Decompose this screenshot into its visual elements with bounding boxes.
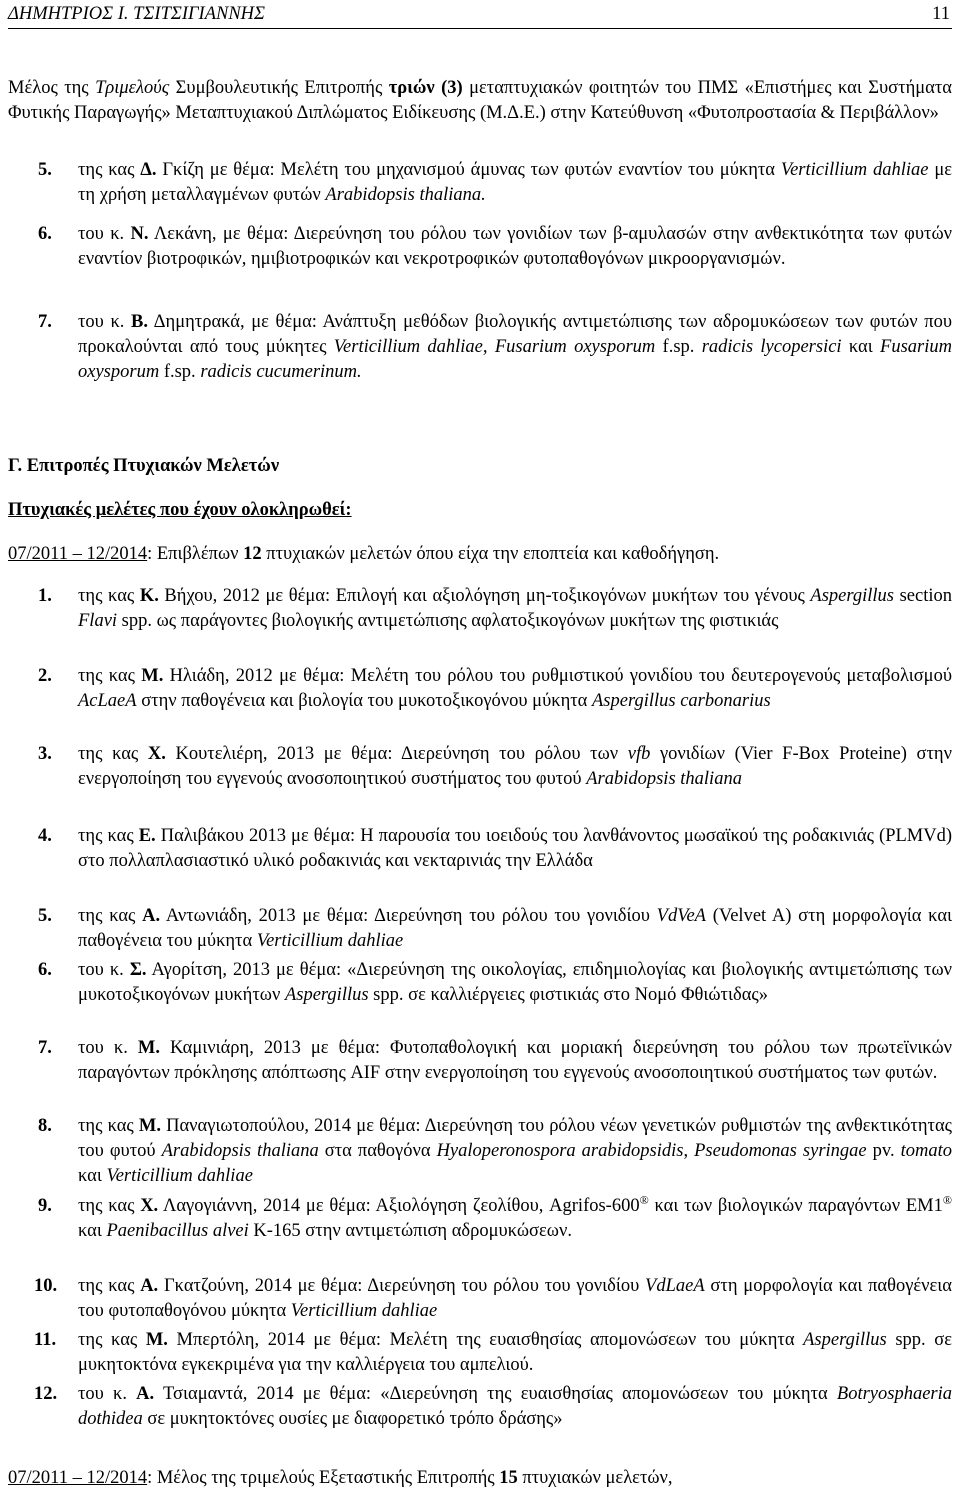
period-line: 07/2011 – 12/2014: Επιβλέπων 12 πτυχιακών μελετών όπου είχα την εποπτεία και καθοδήγηση. xyxy=(8,544,720,564)
page-header xyxy=(8,2,952,29)
header-author: ΔΗΜΗΤΡΙΟΣ Ι. ΤΣΙΤΣΙΓΙΑΝΝΗΣ xyxy=(8,4,266,24)
registered-mark: ® xyxy=(942,1192,952,1207)
list-item: 9. της κας Χ. Λαγογιάννη, 2014 με θέμα: Αξιολόγηση ζεολίθου, Agrifos-600® και των βιολογικών παραγόντων ΕΜ1® και Paenibacillus alvei K-165 στην αντιμετώπιση αδρομυκώσεων. xyxy=(38,1192,952,1241)
list-item: 12. του κ. Α. Τσιαμαντά, 2014 με θέμα: «Διερεύνηση της ευαισθησίας απομονώσεων του μύκητα Botryosphaeria dothidea σε μυκητοκτόνες ουσίες με διαφορετικό τρόπο δράσης» xyxy=(34,1384,953,1429)
section-subheading: Πτυχιακές μελέτες που έχουν ολοκληρωθεί: xyxy=(8,500,352,520)
list-item: 11. της κας Μ. Μπερτόλη, 2014 με θέμα: Μελέτη της ευαισθησίας απομονώσεων του μύκητα Aspergillus spp. σε μυκητοκτόνα εγκεκριμένα για την καλλιέργεια του αμπελιού. xyxy=(34,1330,952,1375)
page-number: 11 xyxy=(932,4,950,24)
list-item: 6. του κ. Ν. Λεκάνη, με θέμα: Διερεύνηση του ρόλου των γονιδίων των β-αμυλασών στην ανθεκτικότητα των φυτών εναντίον βιοτροφικών, ημιβιοτροφικών και νεκροτροφικών φυτοπαθογόνων μικροοργανισμών. xyxy=(38,224,952,269)
list-item: 3. της κας Χ. Κουτελιέρη, 2013 με θέμα: Διερεύνηση του ρόλου των vfb γονιδίων (Vier F-Box Proteine) στην ενεργοποίηση του εγγενούς ανοσοποιητικού συστήματος του φυτού Arabidopsis thaliana xyxy=(38,744,952,789)
registered-mark: ® xyxy=(639,1192,649,1207)
list-item: 10. της κας Α. Γκατζούνη, 2014 με θέμα: Διερεύνηση του ρόλου του γονιδίου VdLaeA στη μορφολογία και παθογένεια του φυτοπαθογόνου μύκητα Verticillium dahliae xyxy=(34,1276,952,1321)
section-heading: Γ. Επιτροπές Πτυχιακών Μελετών xyxy=(8,456,280,476)
list-item: 7. του κ. Β. Δημητρακά, με θέμα: Ανάπτυξη μεθόδων βιολογικής αντιμετώπισης των αδρομυκώσεων των φυτών που προκαλούνται από τους μύκητες Verticillium dahliae, Fusarium oxysporum f.sp. radicis lycopersici και Fusarium oxysporum f.sp. radicis cucumerinum. xyxy=(38,312,952,382)
list-item: 5. της κας Δ. Γκίζη με θέμα: Μελέτη του μηχανισμού άμυνας των φυτών εναντίον του μύκητα Verticillium dahliae με τη χρήση μεταλλαγμένων φυτών Arabidopsis thaliana. xyxy=(38,160,953,205)
list-item: 6. του κ. Σ. Αγορίτση, 2013 με θέμα: «Διερεύνηση της οικολογίας, επιδημιολογίας και βιολογικής αντιμετώπισης των μυκοτοξικογόνων μυκήτων Aspergillus spp. σε καλλιέργειες φιστικιάς στο Νομό Φθιώτιδας» xyxy=(38,960,952,1005)
list-item: 8. της κας Μ. Παναγιωτοπούλου, 2014 με θέμα: Διερεύνηση του ρόλου νέων γενετικών ρυθμιστών της ανθεκτικότητας του φυτού Arabidopsis thaliana στα παθογόνα Hyaloperonospora arabidopsidis, Pseudomonas syringae pv. tomato και Verticillium dahliae xyxy=(38,1116,952,1186)
footer-period-line: 07/2011 – 12/2014: Μέλος της τριμελούς Εξεταστικής Επιτροπής 15 πτυχιακών μελετών, xyxy=(8,1468,673,1488)
list-item: 1. της κας Κ. Βήχου, 2012 με θέμα: Επιλογή και αξιολόγηση μη-τοξικογόνων μυκήτων του γένους Aspergillus section Flavi spp. ως παράγοντες βιολογικής αντιμετώπισης αφλατοξικογόνων μυκήτων της φιστικιάς xyxy=(38,586,952,631)
list-item: 5. της κας Α. Αντωνιάδη, 2013 με θέμα: Διερεύνηση του ρόλου του γονιδίου VdVeA (Velvet A) στη μορφολογία και παθογένεια του μύκητα Verticillium dahliae xyxy=(38,906,952,951)
list-item: 7. του κ. Μ. Καμινιάρη, 2013 με θέμα: Φυτοπαθολογική και μοριακή διερεύνηση του ρόλου των πρωτεϊνικών παραγόντων πρόκλησης απόπτωσης AIF στην ενεργοποίηση του εγγενούς ανοσοποιητικού συστήματος των φυτών. xyxy=(38,1038,952,1083)
intro-paragraph: Μέλος της Τριμελούς Συμβουλευτικής Επιτροπής τριών (3) μεταπτυχιακών φοιτητών του ΠΜΣ «Επιστήμες και Συστήματα Φυτικής Παραγωγής» Μεταπτυχιακού Διπλώματος Ειδίκευσης (Μ.Δ.Ε.) στην Κατεύθυνση «Φυτοπροστασία & Περιβάλλον» xyxy=(8,78,953,123)
list-item: 2. της κας Μ. Ηλιάδη, 2012 με θέμα: Μελέτη του ρόλου του ρυθμιστικού γονιδίου του δευτερογενούς μεταβολισμού AcLaeA στην παθογένεια και βιολογία του μυκοτοξικογόνου μύκητα Aspergillus carbonarius xyxy=(38,666,952,711)
list-item: 4. της κας Ε. Παλιβάκου 2013 με θέμα: Η παρουσία του ιοειδούς του λανθάνοντος μωσαϊκού της ροδακινιάς (PLMVd) στο πολλαπλασιαστικό υλικό ροδακινιάς και νεκταρινιάς την Ελλάδα xyxy=(38,826,952,871)
